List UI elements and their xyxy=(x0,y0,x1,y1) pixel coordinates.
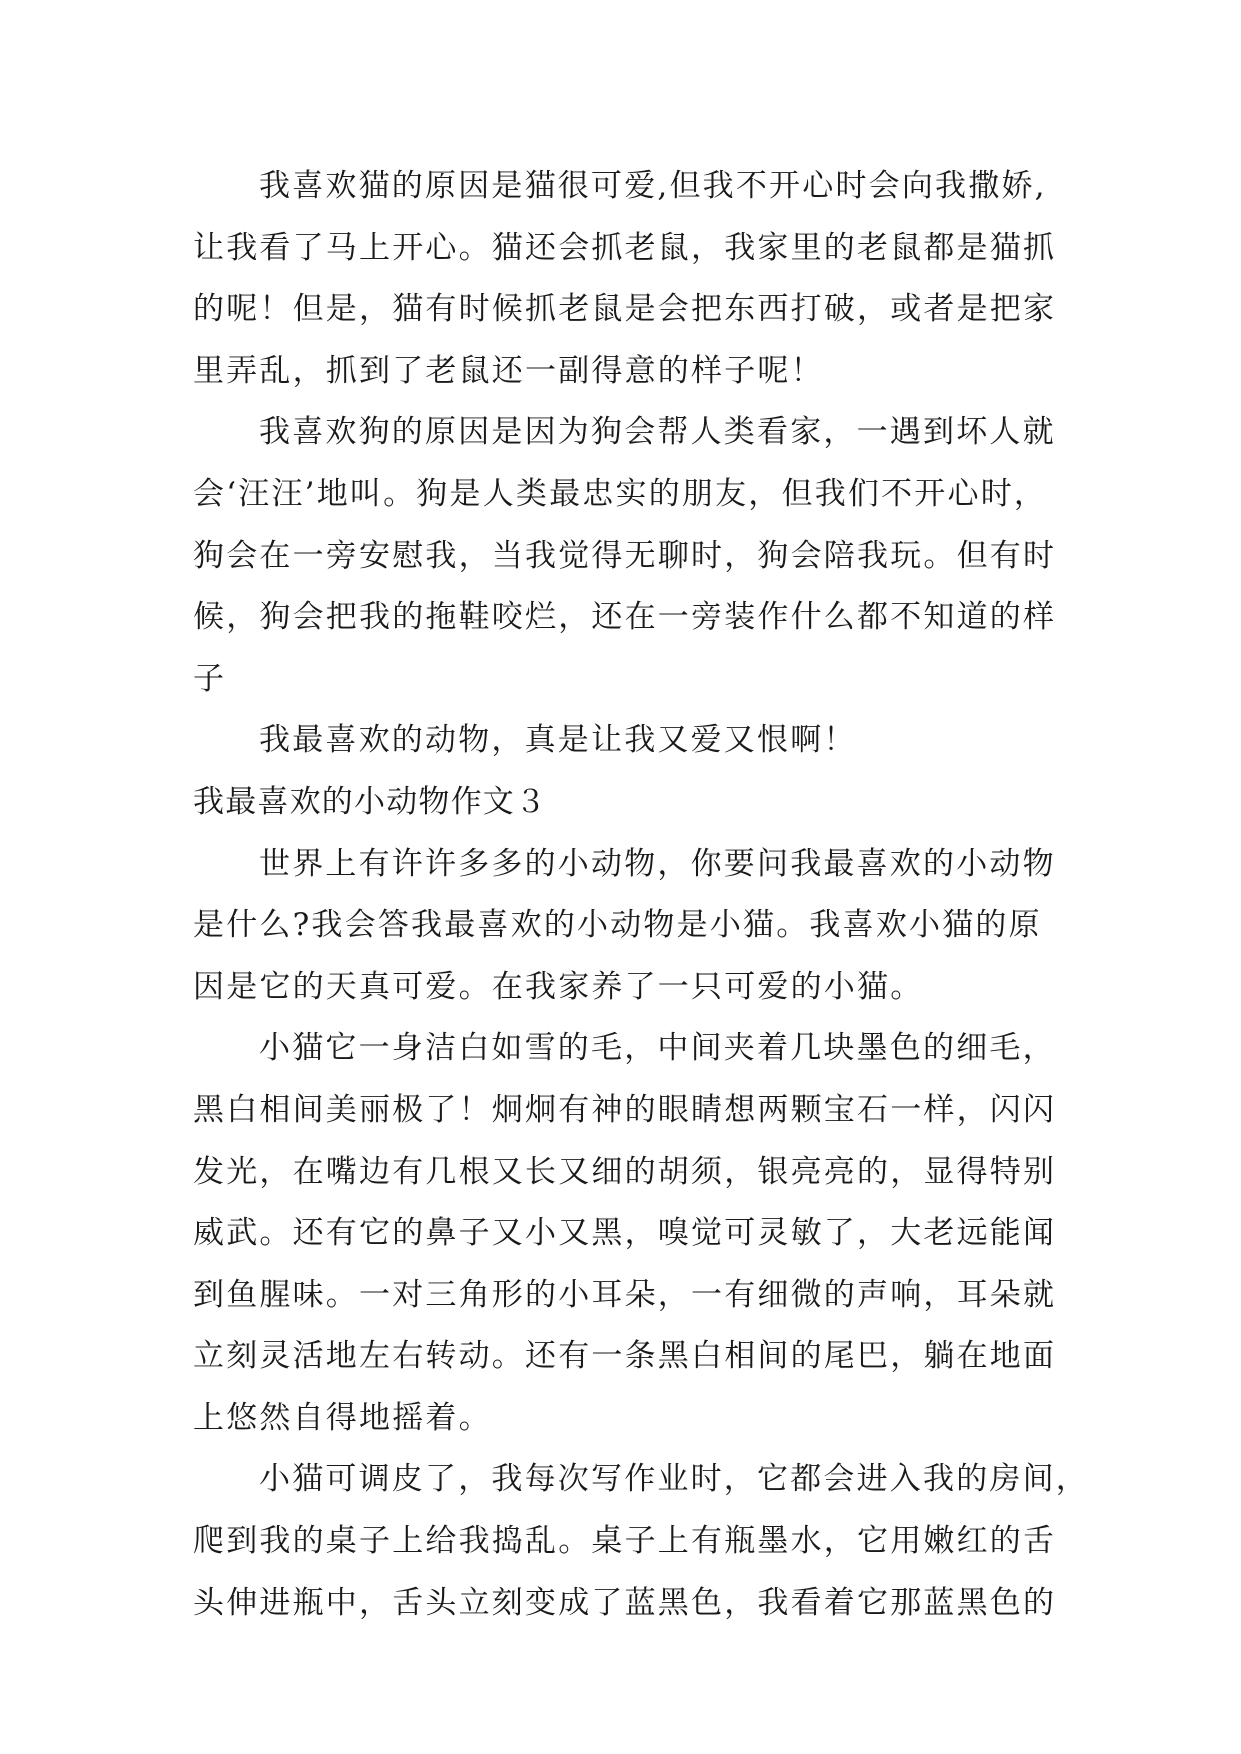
text-line: 威武。还有它的鼻子又小又黑，嗅觉可灵敏了，大老远能闻 xyxy=(193,1215,1057,1252)
text-line: 发光，在嘴边有几根又长又细的胡须，银亮亮的，显得特别 xyxy=(193,1153,1057,1190)
text-line: 我喜欢狗的原因是因为狗会帮人类看家，一遇到坏人就 xyxy=(259,414,1056,451)
text-line: 立刻灵活地左右转动。还有一条黑白相间的尾巴，躺在地面 xyxy=(193,1338,1057,1375)
text-line: 我最喜欢的动物，真是让我又爱又恨啊！ xyxy=(259,722,857,759)
text-line: 候，狗会把我的拖鞋咬烂，还在一旁装作什么都不知道的样 xyxy=(193,599,1057,636)
section-heading: 我最喜欢的小动物作文３ xyxy=(193,783,548,820)
text-line: 上悠然自得地摇着。 xyxy=(193,1399,492,1436)
text-line: 让我看了马上开心。猫还会抓老鼠，我家里的老鼠都是猫抓 xyxy=(193,229,1057,266)
text-line: 爬到我的桌子上给我捣乱。桌子上有瓶墨水，它用嫩红的舌 xyxy=(193,1523,1057,1560)
text-line: 我喜欢猫的原因是猫很可爱,但我不开心时会向我撒娇, xyxy=(259,168,1047,204)
text-line: 因是它的天真可爱。在我家养了一只可爱的小猫。 xyxy=(193,968,924,1005)
text-line: 世界上有许许多多的小动物，你要问我最喜欢的小动物 xyxy=(259,845,1056,882)
text-line: 狗会在一旁安慰我，当我觉得无聊时，狗会陪我玩。但有时 xyxy=(193,537,1057,574)
text-line: 黑白相间美丽极了！炯炯有神的眼睛想两颗宝石一样，闪闪 xyxy=(193,1091,1057,1128)
text-line: 到鱼腥味。一对三角形的小耳朵，一有细微的声响，耳朵就 xyxy=(193,1276,1057,1313)
text-line: 是什么?我会答我最喜欢的小动物是小猫。我喜欢小猫的原 xyxy=(193,907,1042,944)
text-line: 里弄乱，抓到了老鼠还一副得意的样子呢！ xyxy=(193,352,824,389)
text-line: 头伸进瓶中，舌头立刻变成了蓝黑色，我看着它那蓝黑色的 xyxy=(193,1584,1057,1621)
text-line: 小猫它一身洁白如雪的毛，中间夹着几块墨色的细毛， xyxy=(259,1030,1056,1067)
essay-body xyxy=(193,156,1089,1634)
text-line: 小猫可调皮了，我每次写作业时，它都会进入我的房间， xyxy=(259,1461,1089,1498)
text-line: 的呢！但是，猫有时候抓老鼠是会把东西打破，或者是把家 xyxy=(193,291,1057,328)
text-line: 子 xyxy=(193,660,227,697)
text-line: 会‘汪汪’地叫。狗是人类最忠实的朋友，但我们不开心时， xyxy=(193,475,1048,512)
